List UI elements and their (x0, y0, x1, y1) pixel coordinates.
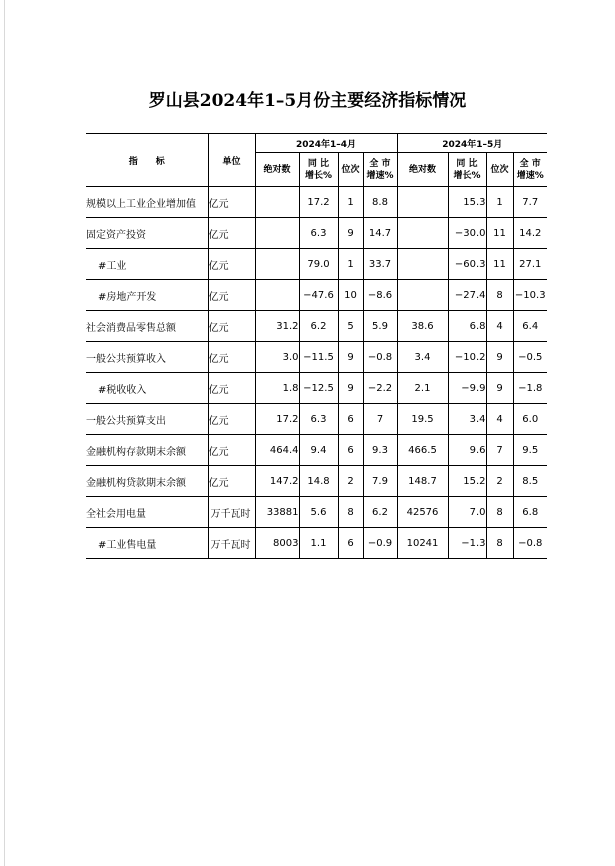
city-growth-apr: 5.9 (363, 311, 397, 342)
rank-apr: 1 (338, 187, 363, 218)
abs-value-apr: 464.4 (255, 435, 299, 466)
city-growth-may: 9.5 (513, 435, 547, 466)
yoy-growth-apr: 9.4 (299, 435, 338, 466)
yoy-growth-apr: 79.0 (299, 249, 338, 280)
unit-cell: 万千瓦时 (208, 497, 255, 528)
city-growth-apr: 8.8 (363, 187, 397, 218)
yoy-growth-may: −27.4 (448, 280, 486, 311)
abs-value-may: 466.5 (397, 435, 448, 466)
unit-cell: 亿元 (208, 218, 255, 249)
city-growth-apr: −2.2 (363, 373, 397, 404)
abs-value-apr (255, 218, 299, 249)
yoy-growth-may: −1.3 (448, 528, 486, 559)
city-growth-may: 27.1 (513, 249, 547, 280)
rank-apr: 8 (338, 497, 363, 528)
unit-cell: 亿元 (208, 435, 255, 466)
city-growth-apr: −8.6 (363, 280, 397, 311)
rank-apr: 9 (338, 342, 363, 373)
rank-apr: 2 (338, 466, 363, 497)
indicator-name: #工业 (86, 249, 208, 280)
header-rank-2: 位次 (486, 153, 513, 187)
rank-may: 8 (486, 280, 513, 311)
header-indicator: 指 标 (86, 134, 208, 187)
header-city-1: 全 市 增速% (363, 153, 397, 187)
table-row (86, 435, 547, 466)
page-title: 罗山县2024年1–5月份主要经济指标情况 (148, 91, 467, 111)
abs-value-apr: 1.8 (255, 373, 299, 404)
page-edge (4, 0, 5, 866)
city-growth-may: 6.8 (513, 497, 547, 528)
city-growth-may: 8.5 (513, 466, 547, 497)
table-body (86, 187, 547, 559)
rank-apr: 6 (338, 404, 363, 435)
city-growth-may: −10.3 (513, 280, 547, 311)
city-growth-apr: 9.3 (363, 435, 397, 466)
header-yoy-2: 同 比 增长% (448, 153, 486, 187)
yoy-growth-apr: −47.6 (299, 280, 338, 311)
city-growth-may: 7.7 (513, 187, 547, 218)
yoy-growth-may: −30.0 (448, 218, 486, 249)
rank-apr: 6 (338, 528, 363, 559)
table-row (86, 311, 547, 342)
indicator-table (86, 133, 547, 559)
table-row (86, 373, 547, 404)
yoy-growth-apr: −11.5 (299, 342, 338, 373)
table-row (86, 404, 547, 435)
city-growth-apr: −0.9 (363, 528, 397, 559)
rank-may: 7 (486, 435, 513, 466)
header-period-1: 2024年1–4月 (255, 134, 397, 153)
city-growth-apr: 33.7 (363, 249, 397, 280)
city-growth-may: 6.0 (513, 404, 547, 435)
indicator-name: 一般公共预算支出 (86, 404, 208, 435)
yoy-growth-may: 6.8 (448, 311, 486, 342)
abs-value-apr: 33881 (255, 497, 299, 528)
abs-value-may: 19.5 (397, 404, 448, 435)
yoy-growth-apr: −12.5 (299, 373, 338, 404)
unit-cell: 亿元 (208, 187, 255, 218)
indicator-name: 规模以上工业企业增加值 (86, 187, 208, 218)
yoy-growth-apr: 1.1 (299, 528, 338, 559)
city-growth-apr: 14.7 (363, 218, 397, 249)
header-unit: 单位 (208, 134, 255, 187)
rank-apr: 5 (338, 311, 363, 342)
rank-may: 2 (486, 466, 513, 497)
table-row (86, 249, 547, 280)
rank-may: 1 (486, 187, 513, 218)
header-absolute-1: 绝对数 (255, 153, 299, 187)
indicator-name: #工业售电量 (86, 528, 208, 559)
rank-may: 4 (486, 404, 513, 435)
abs-value-may (397, 218, 448, 249)
abs-value-apr: 3.0 (255, 342, 299, 373)
yoy-growth-apr: 17.2 (299, 187, 338, 218)
rank-may: 11 (486, 218, 513, 249)
header-rank-1: 位次 (338, 153, 363, 187)
abs-value-may: 2.1 (397, 373, 448, 404)
yoy-growth-apr: 6.3 (299, 218, 338, 249)
city-growth-may: 6.4 (513, 311, 547, 342)
unit-cell: 亿元 (208, 249, 255, 280)
unit-cell: 亿元 (208, 466, 255, 497)
yoy-growth-may: 15.2 (448, 466, 486, 497)
abs-value-apr: 8003 (255, 528, 299, 559)
abs-value-apr: 147.2 (255, 466, 299, 497)
abs-value-apr: 31.2 (255, 311, 299, 342)
header-absolute-2: 绝对数 (397, 153, 448, 187)
city-growth-apr: −0.8 (363, 342, 397, 373)
city-growth-may: −0.8 (513, 528, 547, 559)
unit-cell: 万千瓦时 (208, 528, 255, 559)
indicator-name: #房地产开发 (86, 280, 208, 311)
yoy-growth-may: 9.6 (448, 435, 486, 466)
rank-may: 8 (486, 497, 513, 528)
city-growth-may: −1.8 (513, 373, 547, 404)
indicator-name: #税收收入 (86, 373, 208, 404)
unit-cell: 亿元 (208, 311, 255, 342)
unit-cell: 亿元 (208, 373, 255, 404)
abs-value-apr (255, 280, 299, 311)
indicator-name: 金融机构贷款期末余额 (86, 466, 208, 497)
unit-cell: 亿元 (208, 280, 255, 311)
abs-value-may (397, 187, 448, 218)
city-growth-apr: 7 (363, 404, 397, 435)
indicator-name: 固定资产投资 (86, 218, 208, 249)
yoy-growth-may: 3.4 (448, 404, 486, 435)
table-row (86, 528, 547, 559)
header-city-2: 全 市 增速% (513, 153, 547, 187)
yoy-growth-apr: 6.3 (299, 404, 338, 435)
rank-apr: 6 (338, 435, 363, 466)
rank-may: 9 (486, 373, 513, 404)
abs-value-apr (255, 187, 299, 218)
abs-value-may (397, 249, 448, 280)
indicator-name: 社会消费品零售总额 (86, 311, 208, 342)
table-row (86, 218, 547, 249)
yoy-growth-may: −9.9 (448, 373, 486, 404)
header-yoy-1: 同 比 增长% (299, 153, 338, 187)
rank-apr: 10 (338, 280, 363, 311)
abs-value-may: 38.6 (397, 311, 448, 342)
abs-value-may: 10241 (397, 528, 448, 559)
city-growth-apr: 7.9 (363, 466, 397, 497)
rank-may: 9 (486, 342, 513, 373)
yoy-growth-apr: 14.8 (299, 466, 338, 497)
table-row (86, 497, 547, 528)
rank-may: 8 (486, 528, 513, 559)
rank-apr: 9 (338, 218, 363, 249)
table-row (86, 466, 547, 497)
abs-value-may: 148.7 (397, 466, 448, 497)
city-growth-may: −0.5 (513, 342, 547, 373)
unit-cell: 亿元 (208, 342, 255, 373)
header-period-2: 2024年1–5月 (397, 134, 547, 153)
unit-cell: 亿元 (208, 404, 255, 435)
abs-value-may: 3.4 (397, 342, 448, 373)
table-row (86, 280, 547, 311)
indicator-name: 全社会用电量 (86, 497, 208, 528)
rank-may: 11 (486, 249, 513, 280)
yoy-growth-may: 7.0 (448, 497, 486, 528)
rank-apr: 1 (338, 249, 363, 280)
rank-apr: 9 (338, 373, 363, 404)
yoy-growth-may: −10.2 (448, 342, 486, 373)
rank-may: 4 (486, 311, 513, 342)
yoy-growth-may: −60.3 (448, 249, 486, 280)
table-row (86, 342, 547, 373)
abs-value-apr: 17.2 (255, 404, 299, 435)
city-growth-may: 14.2 (513, 218, 547, 249)
abs-value-may: 42576 (397, 497, 448, 528)
city-growth-apr: 6.2 (363, 497, 397, 528)
table-row (86, 187, 547, 218)
indicator-name: 金融机构存款期末余额 (86, 435, 208, 466)
yoy-growth-apr: 6.2 (299, 311, 338, 342)
yoy-growth-apr: 5.6 (299, 497, 338, 528)
yoy-growth-may: 15.3 (448, 187, 486, 218)
abs-value-apr (255, 249, 299, 280)
indicator-name: 一般公共预算收入 (86, 342, 208, 373)
abs-value-may (397, 280, 448, 311)
